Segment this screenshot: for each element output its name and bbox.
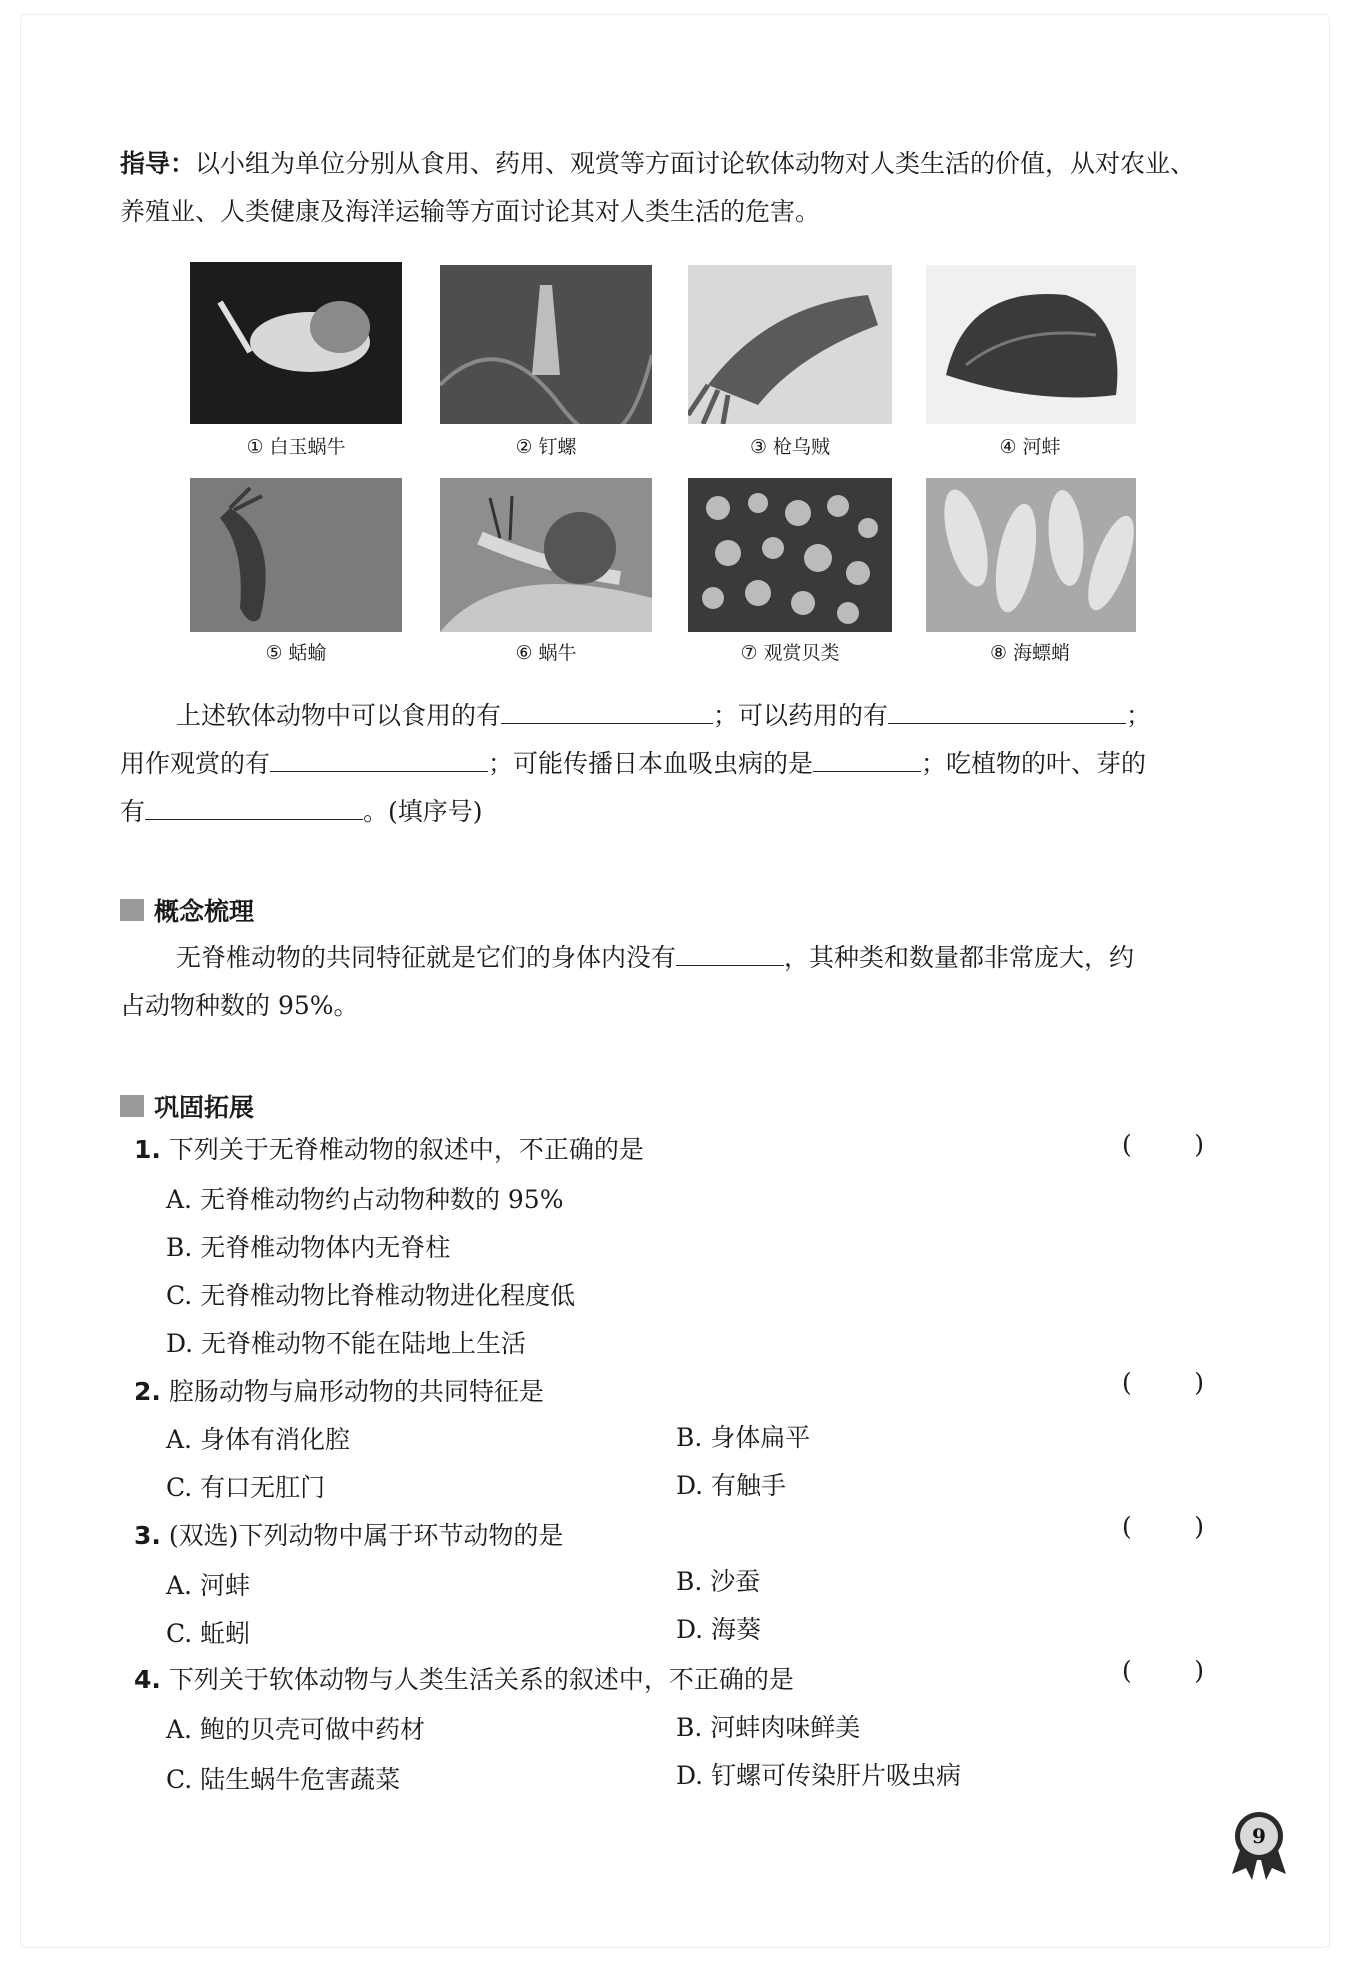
blank-plant-eaters[interactable] (145, 789, 363, 820)
q4-option-d[interactable]: D. 钉螺可传染肝片吸虫病 (676, 1761, 962, 1790)
q1-option-c[interactable]: C. 无脊椎动物比脊椎动物进化程度低 (166, 1281, 576, 1310)
caption-5: ⑤ 蛞蝓 (265, 642, 327, 664)
section-square-icon (120, 1095, 144, 1117)
page-number: 9 (1252, 1824, 1266, 1848)
section-consolidate-heading: 巩固拓展 (120, 1088, 254, 1124)
q3-option-b[interactable]: B. 沙蚕 (676, 1567, 761, 1596)
guide-paragraph (120, 140, 1210, 236)
q1-option-a[interactable]: A. 无脊椎动物约占动物种数的 95% (166, 1185, 564, 1214)
section-square-icon (120, 899, 144, 921)
photo-ornamental-shells (688, 478, 892, 632)
q1-option-b[interactable]: B. 无脊椎动物体内无脊柱 (166, 1233, 451, 1262)
photo-squid (688, 265, 892, 424)
page-number-badge (1228, 1810, 1290, 1880)
q2-option-a[interactable]: A. 身体有消化腔 (166, 1425, 350, 1454)
photo-baiyu-snail (190, 262, 402, 424)
caption-8: ⑧ 海螵蛸 (989, 642, 1071, 664)
blank-medicinal[interactable] (888, 693, 1126, 724)
caption-2: ② 钉螺 (515, 436, 577, 458)
caption-4: ④ 河蚌 (999, 436, 1061, 458)
caption-7: ⑦ 观赏贝类 (740, 642, 840, 664)
question-4: 4. 下列关于软体动物与人类生活关系的叙述中，不正确的是 (134, 1665, 794, 1694)
photo-river-mussel (926, 265, 1136, 424)
question-3: 3. (双选)下列动物中属于环节动物的是 (134, 1521, 564, 1550)
ribbon-badge-icon (1228, 1810, 1290, 1880)
photo-slug (190, 478, 402, 632)
q2-option-b[interactable]: B. 身体扁平 (676, 1423, 811, 1452)
blank-schistosomiasis[interactable] (813, 741, 921, 772)
section-concept-heading: 概念梳理 (120, 892, 254, 928)
caption-3: ③ 枪乌贼 (749, 436, 831, 458)
caption-1: ① 白玉蜗牛 (246, 436, 346, 458)
q3-option-a[interactable]: A. 河蚌 (166, 1571, 250, 1600)
q3-option-c[interactable]: C. 蚯蚓 (166, 1619, 251, 1648)
photo-dingluo (440, 265, 652, 424)
photo-snail (440, 478, 652, 632)
question-1: 1. 下列关于无脊椎动物的叙述中，不正确的是 (134, 1135, 644, 1164)
blank-backbone[interactable] (676, 935, 784, 966)
blank-ornamental[interactable] (270, 741, 488, 772)
q4-option-a[interactable]: A. 鲍的贝壳可做中药材 (166, 1715, 425, 1744)
blank-edible[interactable] (501, 693, 713, 724)
fill-in-paragraph: 上述软体动物中可以食用的有 ；可以药用的有 ； 用作观赏的有 ；可能传播日本血吸虫病的是 ；吃植物的叶、芽的 有 。(填序号) (120, 692, 1210, 836)
q2-option-c[interactable]: C. 有口无肛门 (166, 1473, 326, 1502)
photo-cuttlebone (926, 478, 1136, 632)
q2-option-d[interactable]: D. 有触手 (676, 1471, 787, 1500)
q3-option-d[interactable]: D. 海葵 (676, 1615, 762, 1644)
guide-text: 以小组为单位分别从食用、药用、观赏等方面讨论软体动物对人类生活的价值，从对农业、养殖业、人类健康及海洋运输等方面讨论其对人类生活的危害。 (120, 149, 1196, 226)
q4-option-b[interactable]: B. 河蚌肉味鲜美 (676, 1713, 861, 1742)
q4-option-c[interactable]: C. 陆生蜗牛危害蔬菜 (166, 1765, 401, 1794)
workbook-page: 指导：以小组为单位分别从食用、药用、观赏等方面讨论软体动物对人类生活的价值，从对农业、养殖业、人类健康及海洋运输等方面讨论其对人类生活的危害。 ① 白玉蜗牛 ② 钉螺 ③ 枪乌贼 ④ 河蚌 ⑤ 蛞蝓 ⑥ 蜗牛 ⑦ 观赏贝类 ⑧ 海螵蛸 上述软体动物中可以食用的有 ；可以药用的有 ； 用作观赏的有 ；可能传播日本血吸虫病的是 ；吃植物的叶、芽的 有 。(填序号) 概念梳理 无脊椎动物的共同特征就是它们的身体内没有 ，其种类和数量都非常庞大，约 占动物种数的 95%。 巩固拓展 1. 下列关于无脊椎动物的叙述中，不正确的是 ( ) A. 无脊椎动物约占动物种数的 95% B. 无脊椎动物体内无脊柱 C. 无脊椎动物比脊椎动物进化程度低 D. 无脊椎动物不能在陆地上生活 2. 腔肠动物与扁形动物的共同特征是 ( ) A. 身体有消化腔 B. 身体扁平 C. 有口无肛门 D. 有触手 3. (双选)下列动物中属于环节动物的是 ( ) A. 河蚌 B. 沙蚕 C. 蚯蚓 D. 海葵 4. 下列关于软体动物与人类生活关系的叙述中，不正确的是 ( ) A. 鲍的贝壳可做中药材 B. 河蚌肉味鲜美 C. 陆生蜗牛危害蔬菜 D. 钉螺可传染肝片吸虫病 9 (0, 0, 1350, 1965)
guide-label: 指导： (120, 149, 196, 178)
caption-6: ⑥ 蜗牛 (515, 642, 577, 664)
question-2: 2. 腔肠动物与扁形动物的共同特征是 (134, 1377, 544, 1406)
concept-paragraph: 无脊椎动物的共同特征就是它们的身体内没有 ，其种类和数量都非常庞大，约 占动物种数的 95%。 (120, 934, 1210, 1030)
q1-option-d[interactable]: D. 无脊椎动物不能在陆地上生活 (166, 1329, 527, 1358)
